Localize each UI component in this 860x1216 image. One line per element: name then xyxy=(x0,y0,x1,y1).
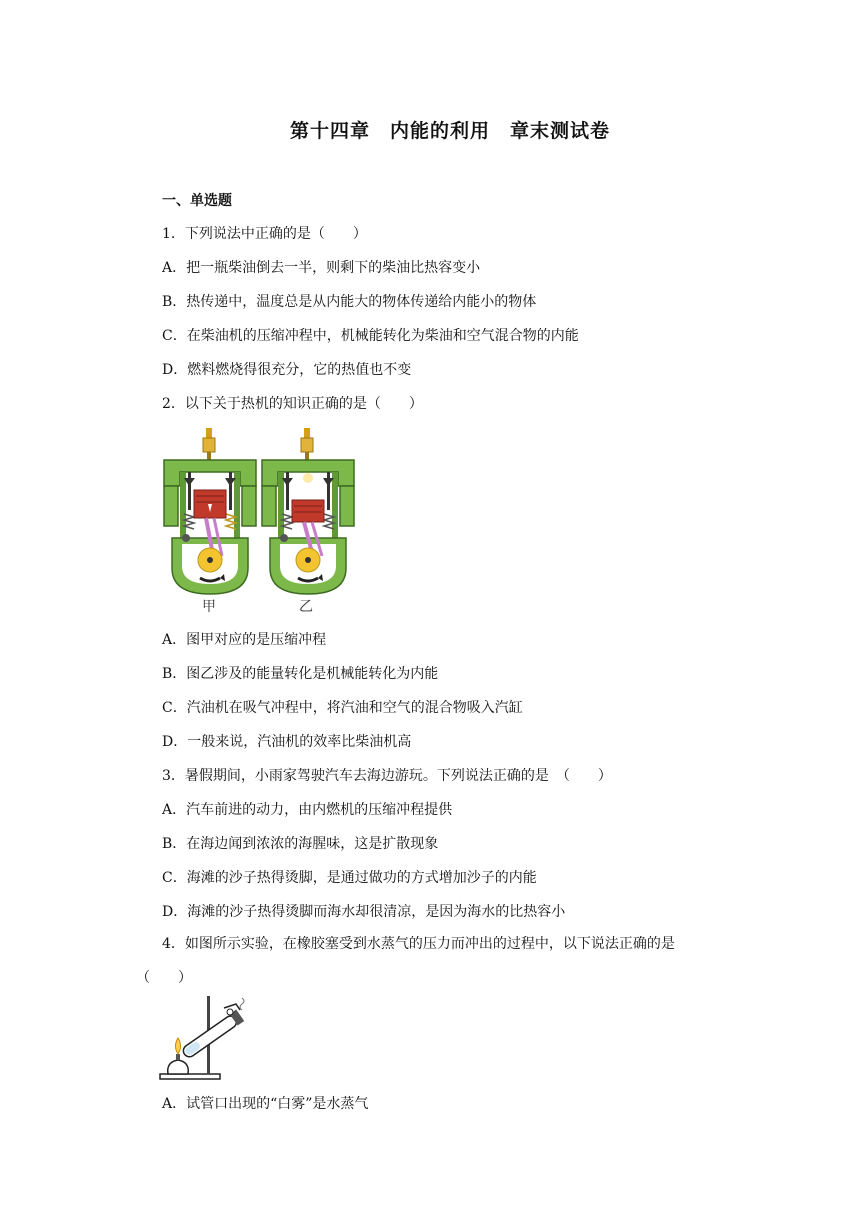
figure-label-yi: 乙 xyxy=(299,599,313,615)
question-2-option-a: A．图甲对应的是压缩冲程 xyxy=(162,632,327,648)
question-4-option-a: A．试管口出现的“白雾”是水蒸气 xyxy=(162,1096,369,1112)
question-3-option-a: A．汽车前进的动力，由内燃机的压缩冲程提供 xyxy=(162,802,453,818)
question-1-stem: 1．下列说法中正确的是（ ） xyxy=(162,226,367,242)
question-4-stem-continued: （ ） xyxy=(136,970,192,986)
question-3-option-b: B．在海边闻到浓浓的海腥味，这是扩散现象 xyxy=(162,836,439,852)
question-3-option-c: C．海滩的沙子热得烫脚，是通过做功的方式增加沙子的内能 xyxy=(162,870,537,886)
figure-label-jia: 甲 xyxy=(202,599,216,615)
engine-figure-yi xyxy=(260,428,356,596)
question-2-stem: 2．以下关于热机的知识正确的是（ ） xyxy=(162,396,423,412)
section-heading: 一、单选题 xyxy=(162,193,232,209)
question-2-option-b: B．图乙涉及的能量转化是机械能转化为内能 xyxy=(162,666,439,682)
question-1-option-d: D．燃料燃烧得很充分，它的热值也不变 xyxy=(162,362,412,378)
question-3-option-d: D．海滩的沙子热得烫脚而海水却很清凉，是因为海水的比热容小 xyxy=(162,904,566,920)
question-2-option-c: C．汽油机在吸气冲程中，将汽油和空气的混合物吸入汽缸 xyxy=(162,700,523,716)
question-1-option-c: C．在柴油机的压缩冲程中，机械能转化为柴油和空气混合物的内能 xyxy=(162,328,579,344)
question-4-stem: 4．如图所示实验，在橡胶塞受到水蒸气的压力而冲出的过程中，以下说法正确的是 xyxy=(162,936,675,952)
question-1-option-a: A．把一瓶柴油倒去一半，则剩下的柴油比热容变小 xyxy=(162,260,481,276)
engine-figure-jia xyxy=(162,428,258,596)
page-title: 第十四章 内能的利用 章末测试卷 xyxy=(289,120,610,142)
question-1-option-b: B．热传递中，温度总是从内能大的物体传递给内能小的物体 xyxy=(162,294,537,310)
question-3-stem: 3．暑假期间，小雨家驾驶汽车去海边游玩。下列说法正确的是 （ ） xyxy=(162,768,612,784)
test-tube-apparatus-figure xyxy=(158,994,250,1084)
question-2-option-d: D．一般来说，汽油机的效率比柴油机高 xyxy=(162,734,412,750)
